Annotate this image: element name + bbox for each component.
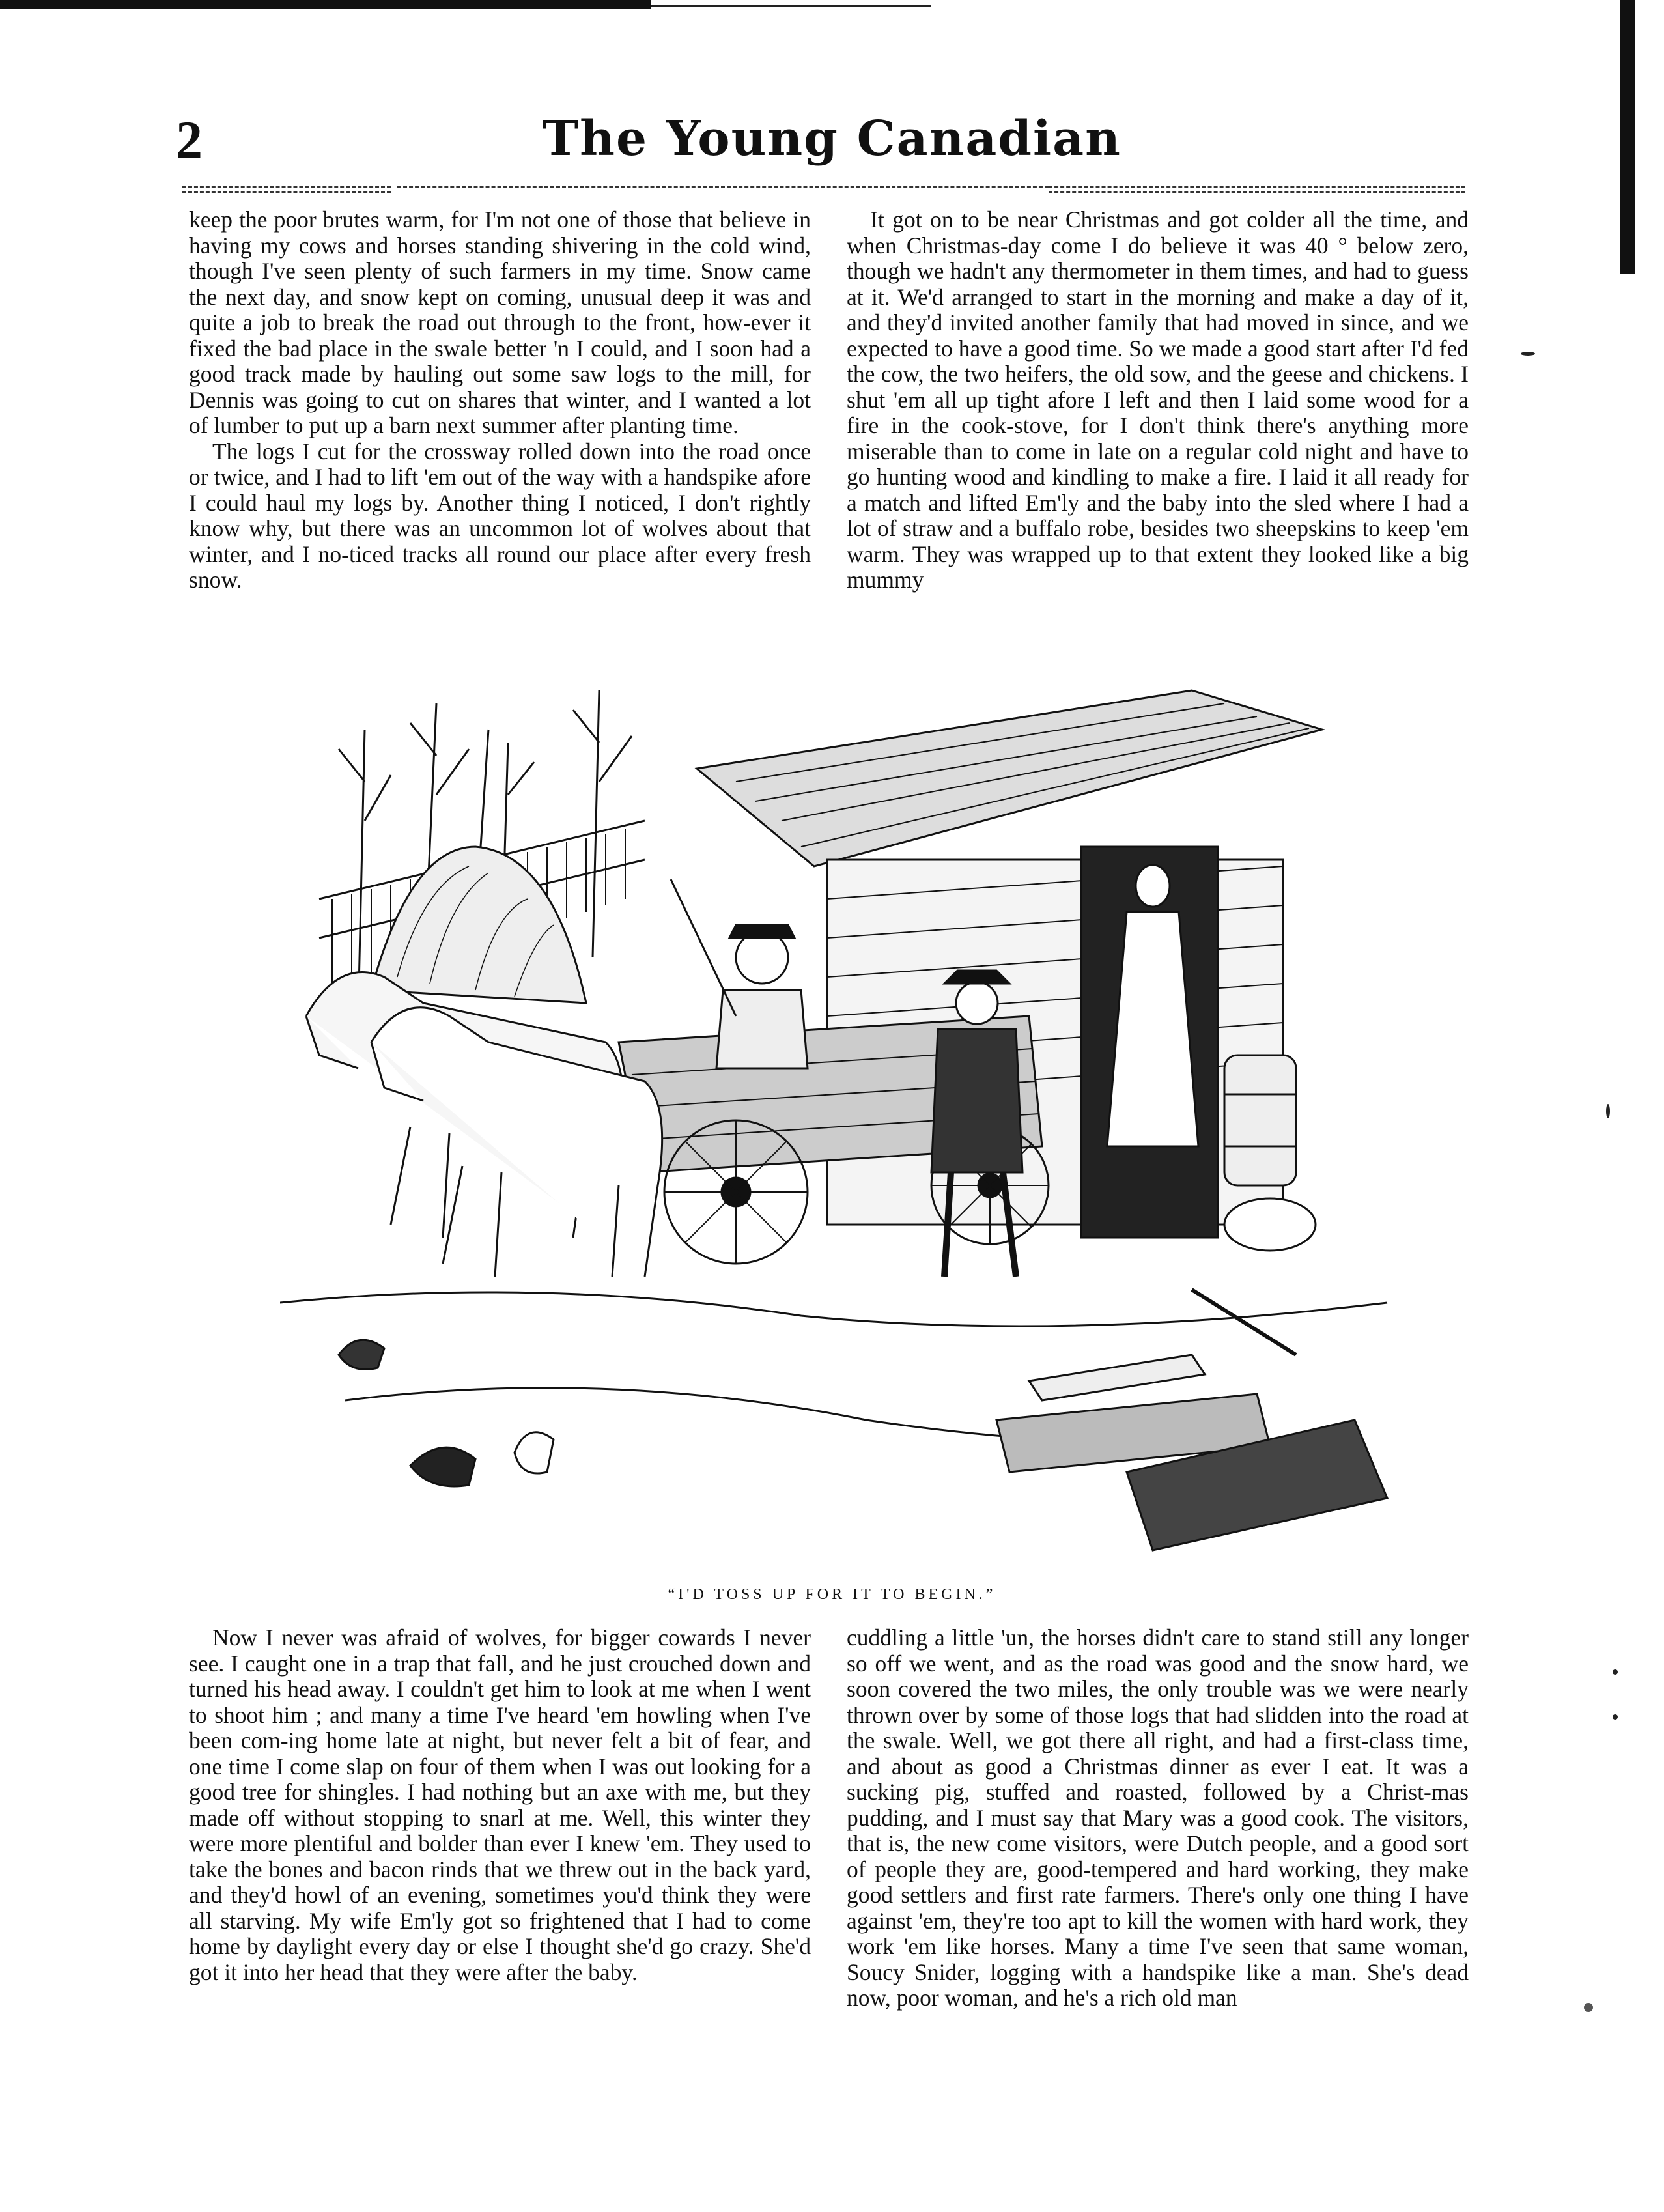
illustration-caption: “I'D TOSS UP FOR IT TO BEGIN.” [668, 1586, 996, 1603]
paragraph: It got on to be near Christmas and got colder all the time, and when Christmas-day come I do believe it was 40 ° below zero, though we hadn't any thermometer in them times, and had to guess at it. We'd arranged to start in the morning and make a day of it, and they'd invited another family that had moved in since, and we expected to have a good time. So we made a good start after I'd fed the cow, the two heifers, the old sow, and the geese and chickens. I shut 'em all up tight afore I left and then I laid some wood for a fire in the cook-stove, for I don't think there's anything more miserable than to come in late on a regular cold night and have to go hunting wood and kindling to make a fire. I laid it all ready for a match and lifted Em'ly and the baby into the sled where I had a lot of straw and a buffalo robe, besides two sheepskins to keep 'em warm. They was wrapped up to that extent they looked like a big mummy [847, 206, 1469, 593]
masthead-title: The Young Canadian [543, 111, 1121, 167]
column-top-right [847, 207, 1469, 593]
ink-speck [1606, 1104, 1610, 1118]
top-border-line [0, 0, 651, 9]
column-bottom-right [847, 1625, 1469, 2011]
ink-speck [1521, 352, 1535, 356]
header-rule-center [397, 184, 1049, 198]
header-rule-left [182, 184, 391, 198]
engraving-illustration [280, 651, 1394, 1583]
paragraph: The logs I cut for the crossway rolled down into the road once or twice, and I had to lift 'em out of the way with a handspike afore I could haul my logs by. Another thing I noticed, I don't rightly know why, but there was an uncommon lot of wolves about that winter, and I no-ticed tracks all round our place after every fresh snow. [189, 438, 811, 593]
top-border-line-thin [651, 5, 931, 7]
ink-speck [1584, 2003, 1593, 2012]
column-top-left [189, 207, 811, 593]
column-bottom-left [189, 1625, 811, 1985]
paragraph: cuddling a little 'un, the horses didn't care to stand still any longer so off we went, and as the road was good and the snow hard, we soon covered the two miles, the only trouble was we were nearly thrown over by some of those logs that had slidden into the road at the swale. Well, we got there all right, and had a first-class time, and about as good a Christmas dinner as ever I eat. It was a sucking pig, stuffed and roasted, followed by a Christ-mas pudding, and I must say that Mary was a good cook. The visitors, that is, the new come visitors, were Dutch people, and a good sort of people they are, good-tempered and hard working, they make good settlers and first rate farmers. There's only one thing I have against 'em, they're too apt to kill the women with hard work, they work 'em like horses. Many a time I've seen that same woman, Soucy Snider, logging with a handspike like a man. She's dead now, poor woman, and he's a rich old man [847, 1624, 1469, 2011]
ink-speck [1613, 1714, 1618, 1720]
paragraph: Now I never was afraid of wolves, for bigger cowards I never see. I caught one in a trap that fall, and he just crouched down and turned his head away. I couldn't get him to look at me when I went to shoot him ; and many a time I've heard 'em howling when I've been com-ing home late at night, but never felt a bit of fear, and one time I come slap on four of them when I was out looking for a good tree for shingles. I had nothing but an axe with me, but they made off without stopping to snarl at me. Well, this winter they were more plentiful and bolder than ever I knew 'em. They used to take the bones and bacon rinds that we threw out in the back yard, and they'd howl of an evening, sometimes you'd think they were all starving. My wife Em'ly got so frightened that I had to come home by daylight every day or else I thought she'd go crazy. She'd got it into her head that they were after the baby. [189, 1624, 811, 1985]
header-rule-right [1049, 184, 1465, 198]
page-number: 2 [176, 110, 203, 169]
paragraph: keep the poor brutes warm, for I'm not one of those that believe in having my cows and horses standing shivering in the cold wind, though I've seen plenty of such farmers in my time. Snow came the next day, and snow kept on coming, unusual deep it was and quite a job to break the road out through to the front, how-ever it fixed the bad place in the swale better 'n I could, and I soon had a good track made by hauling out some saw logs to the mill, for Dennis was going to cut on shares that winter, and I wanted a lot of lumber to put up a barn next summer after planting time. [189, 206, 811, 438]
ink-speck [1613, 1669, 1618, 1675]
